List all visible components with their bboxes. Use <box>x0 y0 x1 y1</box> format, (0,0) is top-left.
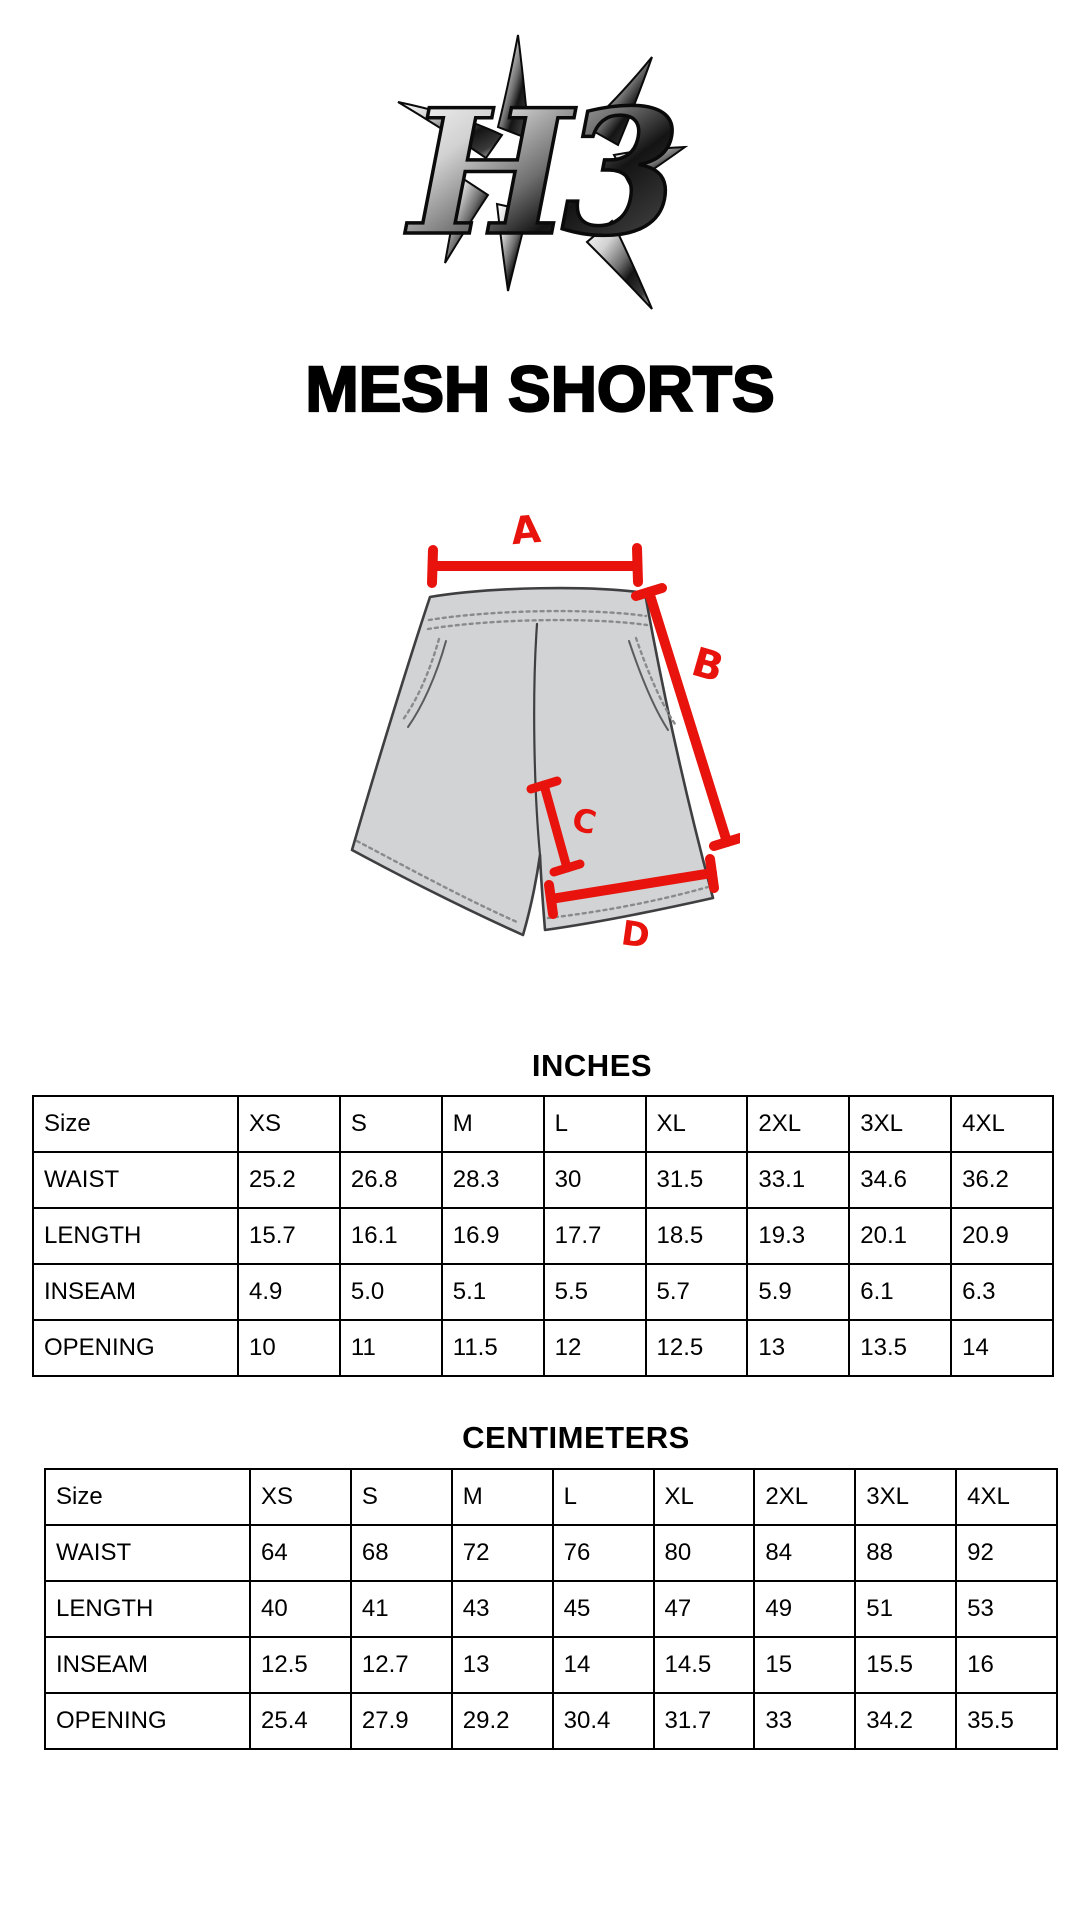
measurement-value: 12.5 <box>646 1320 748 1376</box>
page-title: MESH SHORTS <box>305 353 775 425</box>
measurement-value: 84 <box>754 1525 855 1581</box>
size-header-cell: Size <box>45 1469 250 1525</box>
h3-logo-icon <box>390 26 690 318</box>
measurement-value: 80 <box>654 1525 755 1581</box>
measurement-value: 5.5 <box>544 1264 646 1320</box>
measurement-value: 20.1 <box>849 1208 951 1264</box>
measurement-label: LENGTH <box>33 1208 238 1264</box>
measurement-row <box>45 1637 1057 1693</box>
measurement-value: 72 <box>452 1525 553 1581</box>
measurement-label: INSEAM <box>33 1264 238 1320</box>
inches-table-title: INCHES <box>531 1048 653 1083</box>
logo-text: H3 <box>408 71 672 274</box>
measurement-value: 31.5 <box>646 1152 748 1208</box>
measurement-value: 13 <box>747 1320 849 1376</box>
measurement-value: 29.2 <box>452 1693 553 1749</box>
measurement-value: 4.9 <box>238 1264 340 1320</box>
measurement-value: 13 <box>452 1637 553 1693</box>
measurement-value: 68 <box>351 1525 452 1581</box>
measurement-value: 11.5 <box>442 1320 544 1376</box>
label-c: C <box>568 800 600 843</box>
measurement-label: OPENING <box>33 1320 238 1376</box>
measurement-value: 16.1 <box>340 1208 442 1264</box>
measurement-value: 16.9 <box>442 1208 544 1264</box>
measurement-value: 34.6 <box>849 1152 951 1208</box>
measurement-value: 30 <box>544 1152 646 1208</box>
measurement-label: WAIST <box>45 1525 250 1581</box>
measurement-value: 13.5 <box>849 1320 951 1376</box>
size-column-header: 4XL <box>951 1096 1053 1152</box>
measurement-label: INSEAM <box>45 1637 250 1693</box>
measurement-value: 12.7 <box>351 1637 452 1693</box>
measurement-value: 14 <box>553 1637 654 1693</box>
waist-measure-a <box>432 507 638 583</box>
shorts-sketch-icon <box>260 395 740 975</box>
size-column-header: XS <box>238 1096 340 1152</box>
measurement-value: 30.4 <box>553 1693 654 1749</box>
measurement-value: 47 <box>654 1581 755 1637</box>
size-column-header: XS <box>250 1469 351 1525</box>
measurement-value: 5.7 <box>646 1264 748 1320</box>
measurement-value: 14.5 <box>654 1637 755 1693</box>
inches-size-table <box>32 1095 1054 1377</box>
measurement-value: 34.2 <box>855 1693 956 1749</box>
size-column-header: 3XL <box>849 1096 951 1152</box>
measurement-value: 6.3 <box>951 1264 1053 1320</box>
measurement-row <box>33 1264 1053 1320</box>
measurement-value: 18.5 <box>646 1208 748 1264</box>
label-d: D <box>618 913 653 957</box>
measurement-value: 31.7 <box>654 1693 755 1749</box>
measurement-value: 5.1 <box>442 1264 544 1320</box>
measurement-value: 12 <box>544 1320 646 1376</box>
measurement-value: 45 <box>553 1581 654 1637</box>
measurement-value: 6.1 <box>849 1264 951 1320</box>
centimeters-size-table <box>44 1468 1058 1750</box>
header-row <box>33 1096 1053 1152</box>
measurement-value: 49 <box>754 1581 855 1637</box>
measurement-value: 16 <box>956 1637 1057 1693</box>
measurement-value: 5.9 <box>747 1264 849 1320</box>
size-column-header: M <box>452 1469 553 1525</box>
measurement-value: 40 <box>250 1581 351 1637</box>
measurement-row <box>33 1320 1053 1376</box>
size-column-header: S <box>340 1096 442 1152</box>
size-column-header: S <box>351 1469 452 1525</box>
measurement-value: 10 <box>238 1320 340 1376</box>
measurement-value: 14 <box>951 1320 1053 1376</box>
size-column-header: 2XL <box>747 1096 849 1152</box>
size-column-header: XL <box>646 1096 748 1152</box>
size-column-header: L <box>544 1096 646 1152</box>
measurement-value: 5.0 <box>340 1264 442 1320</box>
measurement-value: 17.7 <box>544 1208 646 1264</box>
measurement-value: 33 <box>754 1693 855 1749</box>
measurement-row <box>45 1525 1057 1581</box>
measurement-label: WAIST <box>33 1152 238 1208</box>
measurement-row <box>33 1208 1053 1264</box>
measurement-label: LENGTH <box>45 1581 250 1637</box>
size-header-cell: Size <box>33 1096 238 1152</box>
measurement-value: 43 <box>452 1581 553 1637</box>
measurement-value: 88 <box>855 1525 956 1581</box>
measurement-value: 25.4 <box>250 1693 351 1749</box>
size-column-header: XL <box>654 1469 755 1525</box>
size-column-header: L <box>553 1469 654 1525</box>
measurement-value: 26.8 <box>340 1152 442 1208</box>
size-column-header: 2XL <box>754 1469 855 1525</box>
measurement-value: 92 <box>956 1525 1057 1581</box>
measurement-value: 28.3 <box>442 1152 544 1208</box>
label-a: A <box>509 506 543 554</box>
measurement-value: 11 <box>340 1320 442 1376</box>
measurement-value: 33.1 <box>747 1152 849 1208</box>
measurement-value: 35.5 <box>956 1693 1057 1749</box>
size-column-header: 4XL <box>956 1469 1057 1525</box>
measurement-value: 15.7 <box>238 1208 340 1264</box>
measurement-value: 36.2 <box>951 1152 1053 1208</box>
header-row <box>45 1469 1057 1525</box>
shorts-measurement-diagram <box>260 395 740 975</box>
size-column-header: M <box>442 1096 544 1152</box>
measurement-value: 76 <box>553 1525 654 1581</box>
measurement-value: 41 <box>351 1581 452 1637</box>
measurement-value: 27.9 <box>351 1693 452 1749</box>
label-b: B <box>686 639 729 692</box>
measurement-label: OPENING <box>45 1693 250 1749</box>
measurement-value: 25.2 <box>238 1152 340 1208</box>
measurement-value: 15.5 <box>855 1637 956 1693</box>
size-column-header: 3XL <box>855 1469 956 1525</box>
brand-logo <box>390 26 690 318</box>
measurement-value: 64 <box>250 1525 351 1581</box>
centimeters-table-title: CENTIMETERS <box>462 1420 690 1455</box>
measurement-value: 53 <box>956 1581 1057 1637</box>
measurement-value: 51 <box>855 1581 956 1637</box>
measurement-row <box>33 1152 1053 1208</box>
measurement-row <box>45 1581 1057 1637</box>
measurement-row <box>45 1693 1057 1749</box>
measurement-value: 19.3 <box>747 1208 849 1264</box>
measurement-value: 20.9 <box>951 1208 1053 1264</box>
measurement-value: 12.5 <box>250 1637 351 1693</box>
measurement-value: 15 <box>754 1637 855 1693</box>
